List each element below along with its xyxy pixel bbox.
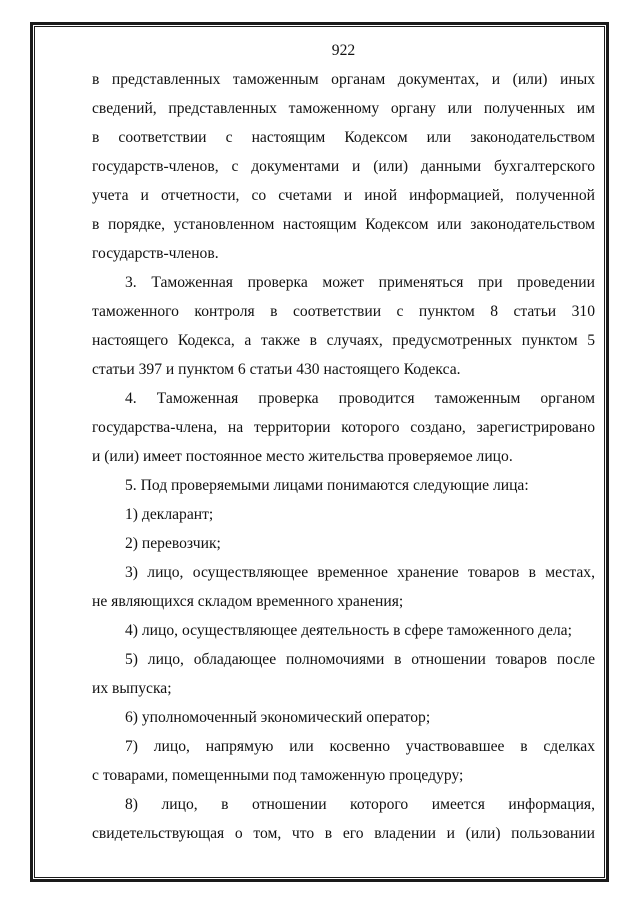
paragraph-continuation (92, 65, 595, 268)
text-line: свидетельствующая о том, что в его владении и (или) пользовании (92, 825, 595, 842)
text-line: 6) уполномоченный экономический оператор; (125, 709, 431, 726)
text-line: государств-членов. (92, 245, 219, 262)
list-item-7 (92, 732, 595, 790)
text-line: 5) лицо, обладающее полномочиями в отношении товаров после (125, 651, 595, 668)
list-item-1 (92, 500, 595, 529)
text-line: в соответствии с настоящим Кодексом или законодательством (92, 129, 595, 146)
text-line: 7) лицо, напрямую или косвенно участвовавшее в сделках (125, 738, 595, 755)
text-line: статьи 397 и пунктом 6 статьи 430 настоящего Кодекса. (92, 361, 461, 378)
text-line: 1) декларант; (125, 506, 214, 523)
list-item-6 (92, 703, 595, 732)
text-line: таможенного контроля в соответствии с пунктом 8 статьи 310 (92, 303, 595, 320)
text-line: 2) перевозчик; (125, 535, 221, 552)
text-line: с товарами, помещенными под таможенную процедуру; (92, 767, 464, 784)
text-line: учета и отчетности, со счетами и иной информацией, полученной (92, 187, 595, 204)
text-line: государства-члена, на территории которого создано, зарегистрировано (92, 419, 595, 436)
text-line: их выпуска; (92, 680, 172, 697)
list-item-3 (92, 558, 595, 616)
text-line: государств-членов, с документами и (или) данными бухгалтерского (92, 158, 595, 175)
list-item-5 (92, 645, 595, 703)
list-item-4 (92, 616, 595, 645)
text-line: и (или) имеет постоянное место жительства проверяемое лицо. (92, 448, 513, 465)
text-line: настоящего Кодекса, а также в случаях, предусмотренных пунктом 5 (92, 332, 595, 349)
text-line: 3) лицо, осуществляющее временное хранение товаров в местах, (125, 564, 595, 581)
text-line: в представленных таможенным органам документах, и (или) иных (92, 71, 595, 88)
text-line: 8) лицо, в отношении которого имеется информация, (125, 796, 595, 813)
list-item-8 (92, 790, 595, 848)
page-number: 922 (331, 42, 356, 59)
text-line: 5. Под проверяемыми лицами понимаются следующие лица: (125, 477, 529, 494)
text-line: 3. Таможенная проверка может применяться при проведении (125, 274, 595, 291)
text-line: в порядке, установленном настоящим Кодексом или законодательством (92, 216, 595, 233)
text-line: 4) лицо, осуществляющее деятельность в сфере таможенного дела; (125, 622, 572, 639)
paragraph-item-5 (92, 471, 595, 500)
document-body (92, 36, 595, 848)
paragraph-item-3 (92, 268, 595, 384)
text-line: не являющихся складом временного хранения; (92, 593, 404, 610)
text-line: 4. Таможенная проверка проводится таможенным органом (125, 390, 595, 407)
paragraph-item-4 (92, 384, 595, 471)
list-item-2 (92, 529, 595, 558)
text-line: сведений, представленных таможенному органу или полученных им (92, 100, 595, 117)
